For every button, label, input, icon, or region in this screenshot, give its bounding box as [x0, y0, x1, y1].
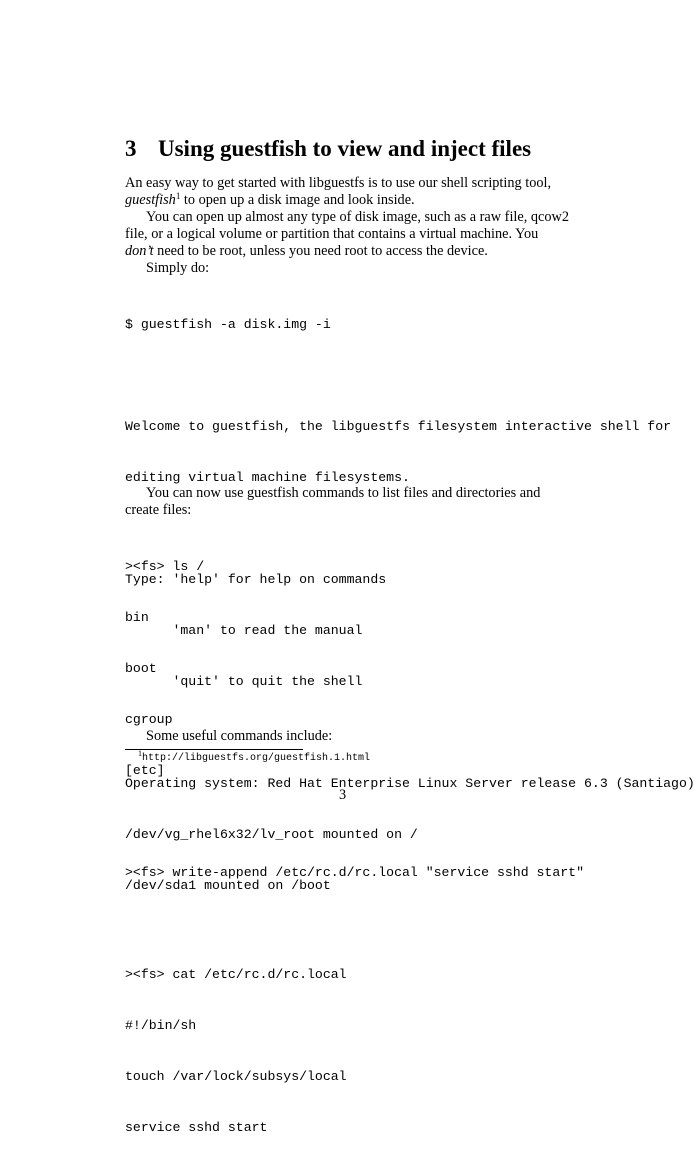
code-line — [125, 813, 584, 830]
code-line: bin — [125, 610, 149, 625]
dont-emphasis: don’t — [125, 243, 154, 259]
code-line: Type: 'help' for help on commands — [125, 572, 387, 587]
section-number: 3 — [125, 136, 137, 161]
intro-line-2 — [125, 192, 580, 209]
code-line: /dev/vg_rhel6x32/lv_root mounted on / — [125, 827, 418, 842]
code-line: 'quit' to quit the shell — [125, 674, 363, 689]
code-line: Welcome to guestfish, the libguestfs filesystem interactive shell for — [125, 419, 672, 434]
code-line: ><fs> cat /etc/rc.d/rc.local — [125, 967, 347, 982]
code-line: Operating system: Red Hat Enterprise Linux Server release 6.3 (Santiago) — [125, 776, 695, 791]
code-line: editing virtual machine filesystems. — [125, 470, 410, 485]
section-title: Using guestfish to view and inject files — [158, 136, 532, 161]
middle-line-1: You can now use guestfish commands to list files and directories and — [146, 485, 541, 501]
middle-paragraph — [125, 485, 580, 519]
code-line — [125, 915, 584, 932]
para2-line-3 — [125, 243, 580, 260]
code-block-guestfish-commands — [125, 524, 584, 1170]
footnote-url: http://libguestfs.org/guestfish.1.html — [142, 753, 371, 764]
code-line: 'man' to read the manual — [125, 623, 363, 638]
closing-line: Some useful commands include: — [146, 728, 333, 744]
code-line: ><fs> write-append /etc/rc.d/rc.local "service sshd start" — [125, 865, 584, 880]
code-line: ><fs> ls / — [125, 559, 205, 574]
code-line: cgroup — [125, 712, 173, 727]
para2-line-3-rest: need to be root, unless you need root to access the device. — [153, 243, 488, 259]
code-line — [125, 367, 695, 384]
para2-line-1: You can open up almost any type of disk image, such as a raw file, qcow2 — [146, 209, 569, 225]
intro-paragraphs — [125, 175, 580, 277]
guestfish-tool-name: guestfish — [125, 192, 176, 208]
code-line: #!/bin/sh — [125, 1018, 197, 1033]
section-heading — [125, 136, 531, 162]
page-number: 3 — [339, 787, 347, 803]
footnote-reference: 1 — [175, 191, 181, 201]
para3-simply-do: Simply do: — [146, 260, 210, 276]
intro-line-2-rest: to open up a disk image and look inside. — [180, 192, 415, 208]
para2-line-2: file, or a logical volume or partition that contains a virtual machine. You — [125, 226, 539, 242]
closing-paragraph — [125, 728, 580, 745]
code-line: [etc] — [125, 763, 165, 778]
document-page — [125, 0, 695, 1135]
intro-line-1: An easy way to get started with libguestfs is to use our shell scripting tool, — [125, 175, 552, 191]
code-line: service sshd start — [125, 1120, 268, 1135]
footnote-divider — [125, 749, 303, 750]
code-line: boot — [125, 661, 157, 676]
code-line: $ guestfish -a disk.img -i — [125, 317, 331, 332]
code-line: /dev/sda1 mounted on /boot — [125, 878, 331, 893]
code-line: touch /var/lock/subsys/local — [125, 1069, 347, 1084]
footnote-mark: 1 — [138, 749, 142, 758]
footnote — [138, 749, 371, 764]
middle-line-2: create files: — [125, 502, 192, 518]
